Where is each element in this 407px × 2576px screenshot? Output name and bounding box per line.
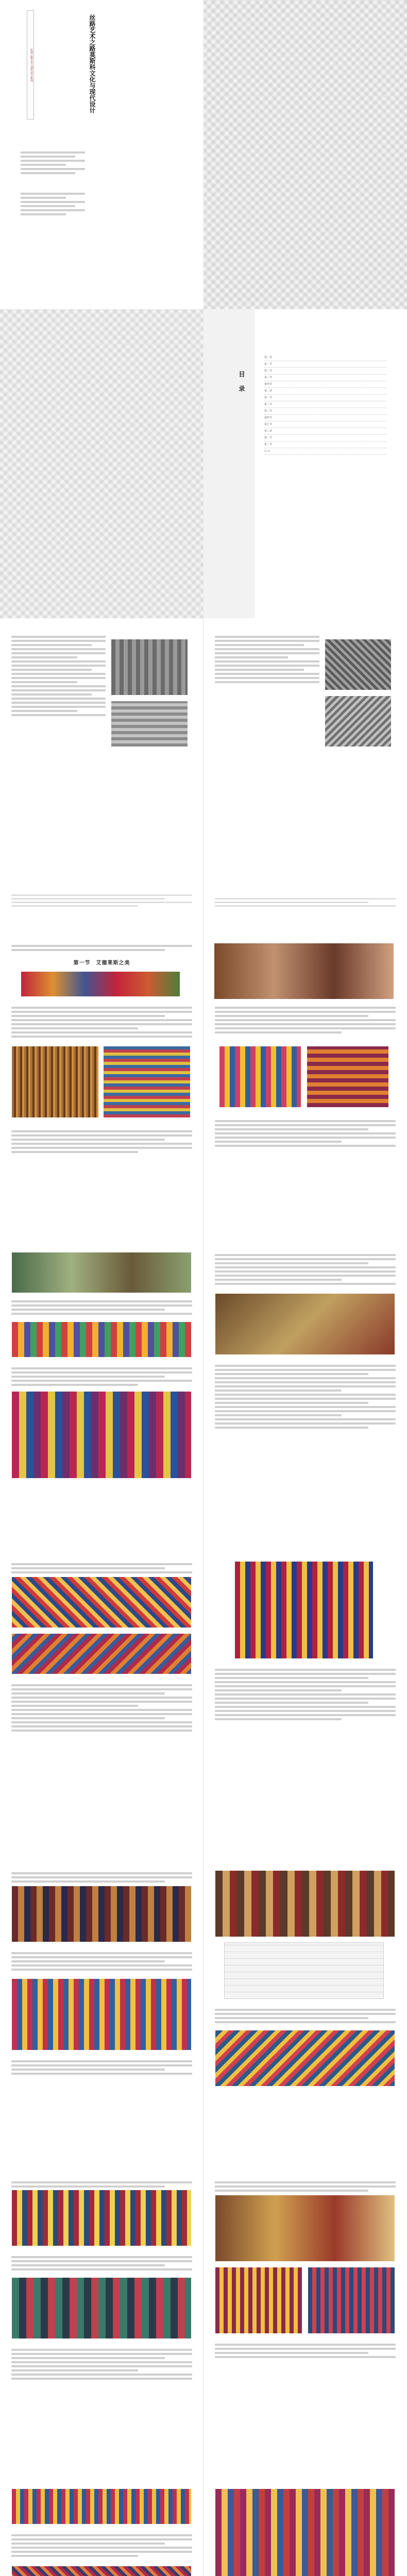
running-header (213, 2478, 398, 2484)
text-line (21, 160, 85, 162)
text-line (21, 164, 66, 166)
cover-right-page (204, 0, 407, 309)
photo-textile-grid (11, 2566, 192, 2576)
photo-textile (111, 639, 188, 696)
photo-loom (325, 639, 392, 690)
spread-2 (0, 618, 407, 928)
photo-patterns (11, 1633, 192, 1674)
spread-8 (0, 2473, 407, 2576)
photo-garments (11, 2277, 192, 2339)
toc-item[interactable]: 第三节 (264, 376, 386, 381)
page-right (204, 1855, 407, 2164)
photo-market (214, 943, 394, 999)
chapter-heading (11, 958, 192, 966)
gutter (203, 1855, 204, 2164)
photo-dancers (11, 1391, 192, 1479)
gutter (203, 2164, 204, 2473)
body-text (215, 1118, 396, 1149)
cover-left-page (0, 0, 204, 309)
text-line (21, 197, 66, 199)
text-line (21, 168, 85, 170)
photo-patterns (11, 1577, 192, 1628)
body-text (11, 2532, 192, 2559)
body-text (11, 634, 106, 718)
running-header (9, 933, 194, 939)
running-header (9, 1242, 194, 1248)
copyright-block-2 (21, 191, 85, 217)
page-left (0, 2473, 204, 2576)
toc-item[interactable]: 第三章 (264, 429, 386, 435)
toc-item[interactable]: 第五节 (264, 422, 386, 428)
photo-costume-display (11, 2190, 192, 2246)
running-header (9, 1860, 194, 1866)
gutter (203, 618, 204, 927)
page-right (204, 1546, 407, 1855)
page-left (0, 927, 204, 1236)
footnotes (215, 896, 396, 909)
toc-list (264, 355, 386, 456)
page-left (0, 1236, 204, 1546)
gutter (203, 0, 204, 309)
photo-robe (234, 1561, 374, 1659)
running-header (9, 2478, 194, 2484)
toc-item[interactable]: 第二节 (264, 369, 386, 375)
running-header (213, 1551, 398, 1557)
cover-pattern (204, 0, 407, 309)
gutter (203, 2473, 204, 2576)
gutter (203, 1236, 204, 1546)
running-header (9, 2169, 194, 2175)
spread-toc (0, 309, 407, 619)
body-text (215, 2179, 396, 2194)
photo-silk (307, 1046, 389, 1108)
text-line (21, 151, 85, 154)
photo-robes (308, 2267, 395, 2334)
spread-6 (0, 1855, 407, 2164)
toc-item[interactable]: 第一节 (264, 436, 386, 442)
text-line (21, 213, 66, 215)
cover-side-stripe: 丝绸之路艺术与现代设计系列 (27, 10, 34, 120)
photo-weaving (11, 1046, 99, 1118)
toc-side-band (204, 309, 255, 618)
text-line (21, 201, 85, 203)
body-text (11, 1870, 192, 1885)
photo-costumes (11, 1978, 192, 2050)
page-pattern (0, 309, 204, 618)
body-text (11, 1128, 192, 1155)
photo-weaving (103, 1046, 191, 1118)
page-right (204, 618, 407, 927)
photo-market-stall (215, 1293, 395, 1355)
photo-group-costumes (11, 2488, 192, 2524)
body-text (215, 1005, 396, 1036)
photo-silk (219, 1046, 301, 1108)
gutter (203, 927, 204, 1236)
body-text (11, 1682, 192, 1734)
page-left (0, 2164, 204, 2473)
photo-loom (325, 696, 392, 747)
text-line (21, 156, 75, 158)
body-text (11, 1298, 192, 1317)
photo-fabric-rolls (11, 1321, 192, 1358)
body-text (11, 1365, 192, 1388)
toc-item[interactable]: 第四节 (264, 382, 386, 388)
data-table (224, 1942, 384, 1999)
toc-item[interactable]: 第一章 (264, 355, 386, 361)
toc-item[interactable]: 第三节 (264, 409, 386, 415)
body-text (11, 1005, 192, 1040)
cover-title: 丝路艺术之路莫斯科文化与现代设计 (89, 14, 96, 113)
toc-item[interactable]: 第二章 (264, 389, 386, 395)
spread-5 (0, 1546, 407, 1855)
running-header (9, 623, 194, 630)
toc-item[interactable]: 第一节 (264, 362, 386, 368)
running-header (213, 1242, 398, 1248)
spread-cover (0, 0, 407, 310)
running-header (213, 933, 398, 939)
chapter-title: 第一节 艾德莱斯之美 (73, 960, 130, 966)
spread-7 (0, 2164, 407, 2473)
body-text (11, 1561, 192, 1575)
photo-textile (111, 701, 188, 747)
body-text (11, 1950, 192, 1973)
photo-fabrics (215, 2030, 395, 2087)
running-header (213, 2169, 398, 2175)
running-header (213, 623, 398, 630)
photo-performers (215, 2488, 395, 2576)
intro-text (11, 943, 192, 953)
footnotes (11, 892, 192, 909)
gutter (203, 309, 204, 618)
page-left (0, 618, 204, 927)
toc-item[interactable]: 第二节 (264, 443, 386, 448)
body-text (11, 2058, 192, 2077)
running-header (213, 1860, 398, 1866)
toc-item[interactable]: 第四节 (264, 416, 386, 421)
photo-street-vendors (11, 1252, 192, 1293)
page-left (0, 1546, 204, 1855)
page-right (204, 2473, 407, 2576)
toc-item[interactable]: 第一节 (264, 396, 386, 401)
page-right (204, 927, 407, 1236)
blank-page (0, 309, 204, 618)
body-text (215, 634, 319, 685)
gutter (203, 1546, 204, 1855)
body-text (11, 2179, 192, 2190)
toc-title: 目 录 (238, 371, 245, 395)
body-text (215, 1667, 396, 1722)
page-right (204, 2164, 407, 2473)
body-text (215, 1252, 396, 1287)
photo-adlas-fabric (21, 971, 180, 997)
body-text (215, 2342, 396, 2360)
spread-4 (0, 1236, 407, 1546)
text-line (21, 172, 75, 174)
page-right (204, 1236, 407, 1546)
photo-textile-samples (215, 1870, 395, 1937)
spread-3 (0, 927, 407, 1237)
body-text (11, 2254, 192, 2273)
toc-item[interactable]: 第二节 (264, 402, 386, 408)
photo-hats (11, 1886, 192, 1942)
page-left (0, 1855, 204, 2164)
copyright-block (21, 149, 85, 176)
toc-item[interactable]: 后 记 (264, 449, 386, 455)
text-line (21, 209, 85, 211)
photo-ceremony (215, 2195, 395, 2262)
text-line (21, 205, 75, 207)
body-text (11, 2347, 192, 2382)
body-text (215, 1363, 396, 1431)
toc-page (204, 309, 407, 618)
body-text (215, 2007, 396, 2025)
text-line (21, 193, 85, 195)
photo-robes (215, 2267, 302, 2334)
running-header (9, 1551, 194, 1557)
